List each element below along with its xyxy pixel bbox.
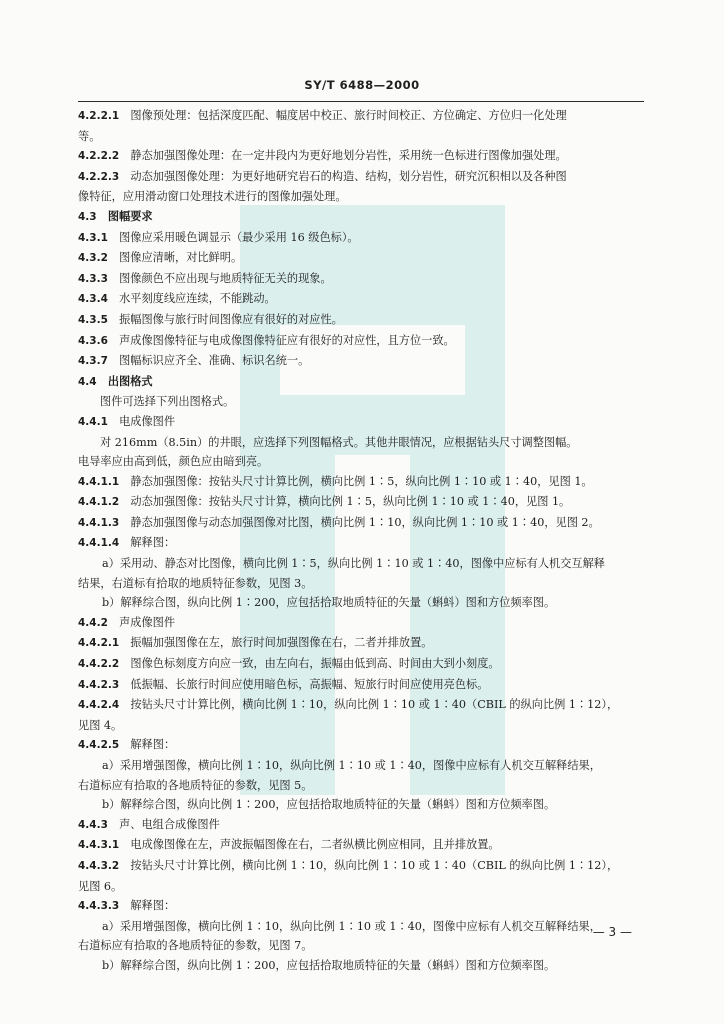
text-line: 4.4.1.2 动态加强图像：按钻头尺寸计算，横向比例 1∶5，纵向比例 1∶10 或 1∶40，见图 1。 [78,495,571,509]
text-line: 4.3.3 图像颜色不应出现与地质特征无关的现象。 [78,271,332,285]
text-line: 见图 6。 [78,879,123,893]
text-line: 4.4.1.4 解释图： [78,536,176,550]
list-item: a）采用动、静态对比图像，横向比例 1∶5，纵向比例 1∶10 或 1∶40，图像中应标有人机交互解释 [102,557,605,571]
text-line: 4.4.2.3 低振幅、长旅行时间应使用暗色标，高振幅、短旅行时间应使用亮色标。 [78,677,489,691]
list-item: a）采用增强图像，横向比例 1∶10，纵向比例 1∶10 或 1∶40，图像中应标有人机交互解释结果， [102,919,601,933]
list-item: b）解释综合图，纵向比例 1∶200，应包括拾取地质特征的矢量（蝌蚪）图和方位频率图。 [102,596,556,610]
text-line: 电导率应由高到低，颜色应由暗到亮。 [78,455,269,469]
section-heading: 4.3 图幅要求 [78,208,153,223]
document-body [78,106,644,976]
text-line: 4.3.4 水平刻度线应连续，不能跳动。 [78,292,276,306]
text-line: 4.4.2.2 图像色标刻度方向应一致，由左向右，振幅由低到高、时间由大到小刻度。 [78,657,500,671]
text-line: 4.4.1.3 静态加强图像与动态加强图像对比图，横向比例 1∶10，纵向比例 1∶10 或 1∶40，见图 2。 [78,515,600,529]
text-line: 4.4.3.1 电成像图像在左，声波振幅图像在右，二者纵横比例应相同，且并排放置。 [78,838,500,852]
subsection-heading: 4.4.1 电成像图件 [78,414,176,428]
text-line: 图件可选择下列出图格式。 [100,395,235,409]
page-number: — 3 — [592,925,632,939]
text-line: 4.4.1.1 静态加强图像：按钻头尺寸计算比例，横向比例 1∶5，纵向比例 1∶10 或 1∶40，见图 1。 [78,474,593,488]
text-line: 4.2.2.2 静态加强图像处理：在一定井段内为更好地划分岩性，采用统一色标进行图像加强处理。 [78,149,567,163]
text-line: 4.4.2.1 振幅加强图像在左，旅行时间加强图像在右，二者并排放置。 [78,636,433,650]
text-line: 4.4.3.2 按钻头尺寸计算比例，横向比例 1∶10，纵向比例 1∶10 或 1∶40（CBIL 的纵向比例 1∶12）， [78,858,619,872]
text-line: 4.3.2 图像应清晰，对比鲜明。 [78,251,243,265]
text-line: 4.3.1 图像应采用暖色调显示（最少采用 16 级色标）。 [78,230,359,244]
list-item: b）解释综合图，纵向比例 1∶200，应包括拾取地质特征的矢量（蝌蚪）图和方位频率图。 [102,958,556,972]
text-line: 右道标应有拾取的各地质特征的参数，见图 7。 [78,939,313,953]
text-line: 4.2.2.3 动态加强图像处理：为更好地研究岩石的构造、结构，划分岩性，研究沉积相以及各种图 [78,169,567,183]
text-line: 像特征，应用滑动窗口处理技术进行的图像加强处理。 [78,190,347,204]
text-line: 4.2.2.1 图像预处理：包括深度匹配、幅度居中校正、旅行时间校正、方位确定、方位归一化处理 [78,109,567,122]
header-divider [78,101,644,102]
text-line: 4.3.7 图幅标识应齐全、准确、标识名统一。 [78,354,310,368]
text-line: 等。 [78,129,101,143]
page-header: SY/T 6488—2000 [304,78,420,92]
text-line: 对 216mm（8.5in）的井眼，应选择下列图幅格式。其他井眼情况，应根据钻头尺寸调整图幅。 [100,435,578,449]
text-line: 4.4.2.4 按钻头尺寸计算比例，横向比例 1∶10，纵向比例 1∶10 或 1∶40（CBIL 的纵向比例 1∶12）， [78,698,619,712]
list-item: b）解释综合图，纵向比例 1∶200，应包括拾取地质特征的矢量（蝌蚪）图和方位频率图。 [102,798,556,812]
subsection-heading: 4.4.3 声、电组合成像图件 [78,817,220,831]
text-line: 见图 4。 [78,718,123,732]
section-heading: 4.4 出图格式 [78,373,153,388]
text-line: 4.3.5 振幅图像与旅行时间图像应有很好的对应性。 [78,312,343,326]
text-line: 结果，右道标有拾取的地质特征参数，见图 3。 [78,576,313,590]
text-line: 右道标应有拾取的各地质特征的参数，见图 5。 [78,778,313,792]
text-line: 4.4.2.5 解释图： [78,738,176,752]
text-line: 4.3.6 声成像图像特征与电成像图像特征应有很好的对应性，且方位一致。 [78,333,455,347]
subsection-heading: 4.4.2 声成像图件 [78,615,176,629]
text-line: 4.4.3.3 解释图： [78,899,176,913]
list-item: a）采用增强图像，横向比例 1∶10，纵向比例 1∶10 或 1∶40，图像中应标有人机交互解释结果， [102,759,601,772]
